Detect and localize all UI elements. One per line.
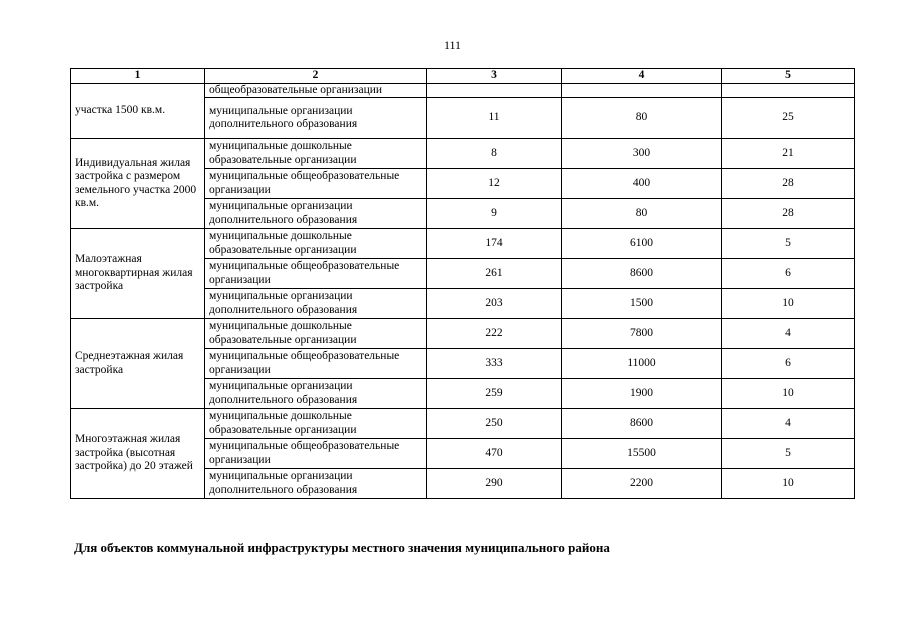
value-cell-col5: 6 xyxy=(722,259,855,289)
value-cell-col4: 7800 xyxy=(562,319,722,349)
page-number: 111 xyxy=(443,38,462,52)
value-cell-col3: 222 xyxy=(427,319,562,349)
value-cell-col5: 5 xyxy=(722,439,855,469)
table-row xyxy=(71,409,855,439)
facility-type-cell: муниципальные общеобразовательные организации xyxy=(205,259,427,289)
group-label: Малоэтажная многоквартирная жилая застройка xyxy=(71,229,205,319)
value-cell-col4: 2200 xyxy=(562,469,722,499)
value-cell-col3: 259 xyxy=(427,379,562,409)
value-cell-col4: 8600 xyxy=(562,259,722,289)
facility-type-cell: муниципальные общеобразовательные организации xyxy=(205,349,427,379)
column-header-1: 1 xyxy=(71,69,205,84)
value-cell-col3: 250 xyxy=(427,409,562,439)
facility-type-cell: муниципальные дошкольные образовательные организации xyxy=(205,139,427,169)
facility-type-cell: муниципальные дошкольные образовательные организации xyxy=(205,229,427,259)
table-body xyxy=(71,83,855,499)
value-cell-col3 xyxy=(427,83,562,98)
value-cell-col3: 333 xyxy=(427,349,562,379)
table-row xyxy=(71,83,855,98)
value-cell-col4: 400 xyxy=(562,169,722,199)
value-cell-col3: 11 xyxy=(427,98,562,139)
group-label: Многоэтажная жилая застройка (высотная застройка) до 20 этажей xyxy=(71,409,205,499)
facility-type-cell: муниципальные организации дополнительного образования xyxy=(205,379,427,409)
section-heading: Для объектов коммунальной инфраструктуры местного значения муниципального района xyxy=(74,540,610,555)
value-cell-col4 xyxy=(562,83,722,98)
value-cell-col3: 203 xyxy=(427,289,562,319)
value-cell-col4: 300 xyxy=(562,139,722,169)
table-row xyxy=(71,319,855,349)
facility-type-cell: муниципальные организации дополнительного образования xyxy=(205,469,427,499)
table-header-row xyxy=(71,69,855,84)
value-cell-col5: 5 xyxy=(722,229,855,259)
facility-type-cell: муниципальные общеобразовательные организации xyxy=(205,439,427,469)
facility-type-cell: муниципальные дошкольные образовательные организации xyxy=(205,409,427,439)
facility-type-cell: муниципальные организации дополнительного образования xyxy=(205,289,427,319)
value-cell-col4: 8600 xyxy=(562,409,722,439)
group-label: Индивидуальная жилая застройка с размером земельного участка 2000 кв.м. xyxy=(71,139,205,229)
value-cell-col5: 6 xyxy=(722,349,855,379)
facility-type-cell: муниципальные дошкольные образовательные организации xyxy=(205,319,427,349)
table-row xyxy=(71,139,855,169)
value-cell-col3: 290 xyxy=(427,469,562,499)
value-cell-col4: 15500 xyxy=(562,439,722,469)
value-cell-col5: 25 xyxy=(722,98,855,139)
value-cell-col3: 12 xyxy=(427,169,562,199)
group-label: участка 1500 кв.м. xyxy=(71,83,205,139)
value-cell-col4: 80 xyxy=(562,199,722,229)
value-cell-col3: 9 xyxy=(427,199,562,229)
value-cell-col5: 21 xyxy=(722,139,855,169)
facility-type-cell: муниципальные организации дополнительного образования xyxy=(205,199,427,229)
value-cell-col4: 11000 xyxy=(562,349,722,379)
facility-type-cell: муниципальные организации дополнительного образования xyxy=(205,98,427,139)
value-cell-col5: 10 xyxy=(722,379,855,409)
value-cell-col5: 10 xyxy=(722,469,855,499)
column-header-4: 4 xyxy=(562,69,722,84)
value-cell-col5: 4 xyxy=(722,409,855,439)
value-cell-col5: 10 xyxy=(722,289,855,319)
table-row xyxy=(71,229,855,259)
value-cell-col3: 470 xyxy=(427,439,562,469)
column-header-5: 5 xyxy=(722,69,855,84)
value-cell-col4: 6100 xyxy=(562,229,722,259)
value-cell-col4: 1900 xyxy=(562,379,722,409)
value-cell-col5 xyxy=(722,83,855,98)
facility-type-cell: муниципальные общеобразовательные организации xyxy=(205,169,427,199)
value-cell-col3: 261 xyxy=(427,259,562,289)
value-cell-col5: 28 xyxy=(722,169,855,199)
value-cell-col5: 28 xyxy=(722,199,855,229)
column-header-2: 2 xyxy=(205,69,427,84)
value-cell-col3: 8 xyxy=(427,139,562,169)
column-header-3: 3 xyxy=(427,69,562,84)
value-cell-col4: 1500 xyxy=(562,289,722,319)
value-cell-col3: 174 xyxy=(427,229,562,259)
facility-type-cell: общеобразовательные организации xyxy=(205,83,427,98)
capacity-table xyxy=(70,68,855,499)
value-cell-col5: 4 xyxy=(722,319,855,349)
value-cell-col4: 80 xyxy=(562,98,722,139)
group-label: Среднеэтажная жилая застройка xyxy=(71,319,205,409)
